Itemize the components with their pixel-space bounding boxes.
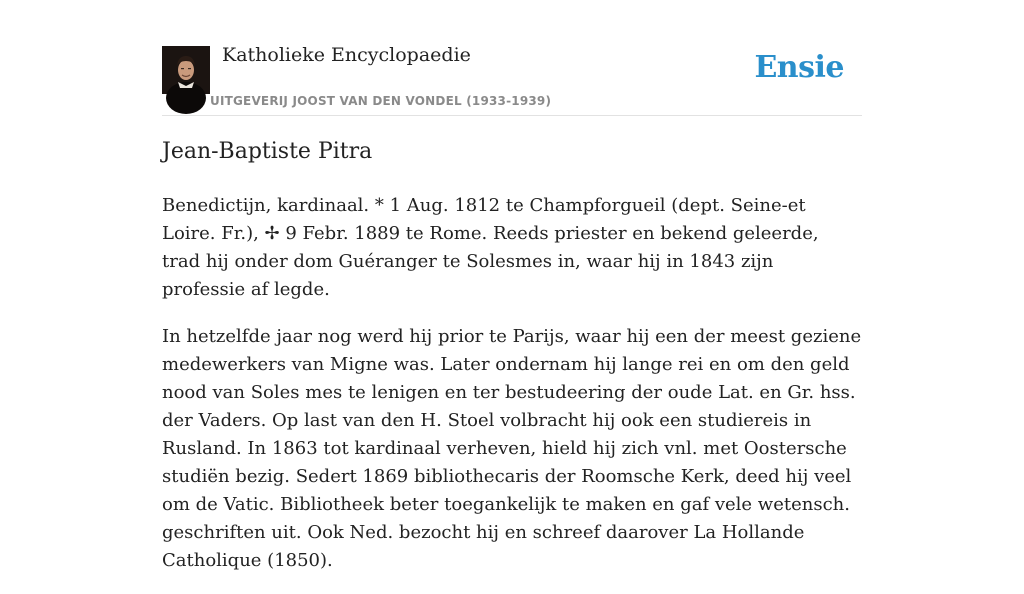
source-avatar[interactable] bbox=[162, 46, 210, 94]
source-header bbox=[162, 0, 862, 116]
publisher-label: UITGEVERIJ JOOST VAN DEN VONDEL (1933-1939) bbox=[210, 94, 552, 108]
article-paragraph: In hetzelfde jaar nog werd hij prior te Parijs, waar hij een der meest geziene medewerkers van Migne was. Later ondernam hij lange rei en om den geld nood van Soles mes te lenigen en ter bestudeering der oude Lat. en Gr. hss. der Vaders. Op last van den H. Stoel volbracht hij ook een studiereis in Rusland. In 1863 tot kardinaal verheven, hield hij zich vnl. met Oostersche studiën bezig. Sedert 1869 bibliothecaris der Roomsche Kerk, deed hij veel om de Vatic. Bibliotheek beter toegankelijk te maken en gaf vele wetensch. geschriften uit. Ook Ned. bezocht hij en schreef daarover La Hollande Catholique (1850). bbox=[162, 326, 862, 571]
brand-logo[interactable]: Ensie bbox=[754, 50, 844, 85]
source-title[interactable]: Katholieke Encyclopaedie bbox=[222, 44, 471, 66]
article-body bbox=[162, 192, 862, 594]
article-paragraph: Benedictijn, kardinaal. * 1 Aug. 1812 te Champforgueil (dept. Seine-et Loire. Fr.), ✢ 9 Febr. 1889 te Rome. Reeds priester en bekend geleerde, trad hij onder dom Guéranger te Solesmes in, waar hij in 1843 zijn professie af legde. bbox=[162, 195, 819, 300]
article-title: Jean-Baptiste Pitra bbox=[162, 139, 373, 164]
portrait-icon bbox=[162, 46, 210, 94]
